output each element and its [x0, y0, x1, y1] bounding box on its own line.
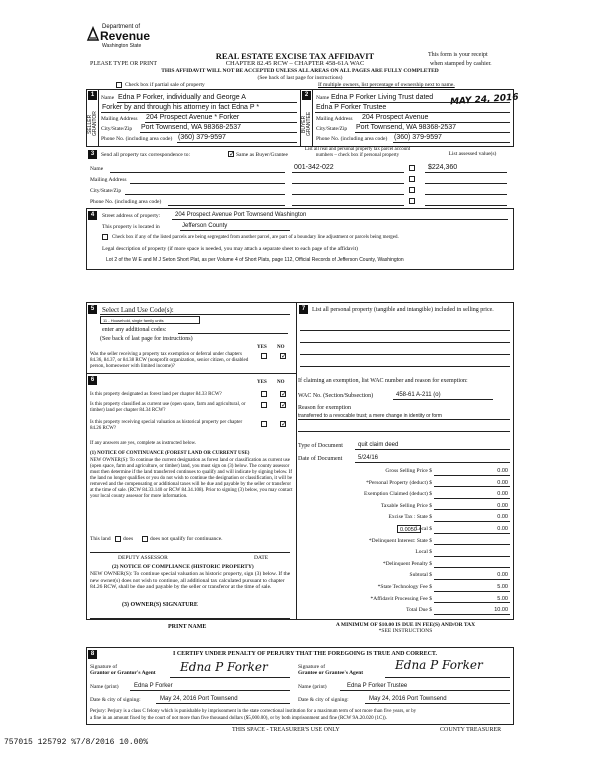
- tax-row-label: *Delinquent Penalty $: [382, 560, 432, 567]
- tax-row-value[interactable]: 0.00: [497, 514, 508, 521]
- tax-row-line: [434, 579, 510, 580]
- parcel-2-personal-checkbox[interactable]: [409, 176, 415, 182]
- section-7-number: 7: [299, 305, 308, 314]
- exemption-no-checkbox[interactable]: [280, 353, 286, 359]
- receipt-note-2: when stamped by cashier.: [430, 61, 492, 67]
- tax-row-value[interactable]: 0.00: [497, 526, 508, 532]
- reason-value[interactable]: transferred to a revocable trust; a mere change in identity or form: [298, 413, 442, 419]
- same-as-buyer-checkbox[interactable]: [228, 151, 234, 157]
- seller-mailing-label: Mailing Address: [101, 116, 138, 122]
- corr-mailing-label: Mailing Address: [90, 177, 127, 183]
- local-rate-box[interactable]: [397, 525, 421, 533]
- tax-row-label: *Personal Property (deduct) $: [366, 479, 432, 486]
- located-in-label: This property is located in: [102, 224, 160, 230]
- buyer-phone-value[interactable]: (360) 379-9597: [394, 134, 442, 141]
- see-instructions-text: *SEE INSTRUCTIONS: [378, 628, 433, 634]
- certify-text: I CERTIFY UNDER PENALTY OF PERJURY THAT THE FOREGOING IS TRUE AND CORRECT.: [172, 651, 437, 657]
- segregated-label: Check box if any of the listed parcels are being segregated from another parcel, are part of a boundary line adjustment or parcels being merged.: [112, 235, 399, 240]
- tax-row-value[interactable]: 0.00: [497, 572, 508, 579]
- exemption-yes-checkbox[interactable]: [261, 353, 267, 359]
- tax-row-value[interactable]: 0.00: [497, 502, 508, 509]
- buyer-mailing-label: Mailing Address: [316, 116, 353, 122]
- please-type: PLEASE TYPE OR PRINT: [90, 61, 158, 67]
- multiple-owners-label: If multiple owners, list percentage of ownership next to name.: [318, 82, 455, 88]
- personal-property-label: List all personal property (tangible and intangible) included in selling price.: [312, 307, 494, 313]
- doc-type-value[interactable]: quit claim deed: [358, 442, 399, 448]
- buyer-city-value[interactable]: Port Townsend, WA 98368-2537: [356, 124, 457, 131]
- land-use-value: 11 - Household, single family units: [103, 318, 164, 323]
- tax-row-label: Taxable Selling Price $: [380, 502, 432, 509]
- tax-row-line: [434, 614, 510, 615]
- parcel-4-personal-checkbox[interactable]: [409, 198, 415, 204]
- grantee-signature[interactable]: Edna P Forker: [395, 658, 483, 672]
- dor-logo: [86, 24, 166, 54]
- historic-question: Is this property receiving special valuation as historical property per chapter 84.26 RCW?: [90, 420, 243, 431]
- deputy-date-label: DATE: [254, 555, 269, 561]
- recording-stamp: 757015 125792 %7/8/2016 10.00%: [4, 738, 149, 747]
- land-does-label: This land: [90, 536, 111, 542]
- section-6-yes: YES: [257, 380, 267, 385]
- parcel-header-2: numbers – check box if personal property: [315, 153, 400, 158]
- forest-land-question: Is this property designated as forest land per chapter 84.33 RCW?: [90, 392, 222, 397]
- tax-row-value[interactable]: 5.00: [497, 595, 508, 602]
- land-use-see-back: (See back of last page for instructions): [100, 336, 193, 342]
- county-treasurer-label: COUNTY TREASURER: [440, 727, 502, 733]
- tax-row-label: Exemption Claimed (deduct) $: [364, 491, 432, 498]
- tax-row-value[interactable]: 5.00: [497, 584, 508, 590]
- doc-date-value[interactable]: 5/24/16: [358, 455, 379, 461]
- dept-line2: Revenue: [100, 29, 151, 43]
- corr-city-label: City/State/Zip: [90, 188, 122, 194]
- seller-name-value[interactable]: Edna P Forker, individually and George A: [118, 94, 246, 101]
- tax-row-value[interactable]: 10.00: [494, 607, 508, 614]
- tax-row-line: [434, 591, 510, 592]
- partial-sale-checkbox[interactable]: [116, 82, 122, 88]
- tax-row-line: [434, 567, 510, 568]
- section-6-number: 6: [88, 376, 97, 385]
- land-does-not-checkbox[interactable]: [142, 536, 148, 542]
- corr-name-label: Name: [90, 166, 104, 172]
- current-use-no-checkbox[interactable]: [280, 402, 286, 408]
- tax-row-value[interactable]: 0.00: [497, 468, 508, 474]
- seller-city-label: City/State/Zip: [101, 126, 133, 132]
- grantor-name-value[interactable]: Edna P Forker: [134, 683, 173, 689]
- seller-grantor-label: SELLER GRANTOR: [87, 111, 98, 137]
- tax-row-label: Local $: [415, 549, 432, 556]
- partial-sale-label: Check box if partial sale of property: [125, 82, 205, 88]
- parcel-header-1: List all real and personal property tax parcel account: [304, 147, 411, 152]
- tax-row-label: Local $: [415, 526, 432, 532]
- assessed-value-value[interactable]: $224,360: [428, 164, 458, 171]
- minimum-due-text: A MINIMUM OF $10.00 IS DUE IN FEE(S) AND/OR TAX: [335, 622, 476, 628]
- tax-row-line: [434, 509, 510, 510]
- seller-name-label: Name: [101, 95, 115, 101]
- parcel-number-value[interactable]: 001-342-022: [294, 164, 334, 171]
- tax-correspondence-label: Send all property tax correspondence to:: [101, 152, 191, 158]
- tax-row-line: [434, 556, 510, 557]
- doc-date-label: Date of Document: [298, 456, 343, 462]
- tax-row-label: *State Technology Fee $: [377, 584, 432, 590]
- seller-phone-value[interactable]: (360) 379-9597: [178, 134, 226, 141]
- section-8-number: 8: [88, 650, 97, 659]
- located-in-value[interactable]: Jefferson County: [182, 223, 228, 229]
- street-address-label: Street address of property:: [102, 213, 161, 219]
- grantor-name-label: Name (print): [90, 684, 119, 690]
- receipt-note-1: This form is your receipt: [428, 52, 488, 58]
- grantee-name-label: Name (print): [298, 684, 327, 690]
- same-as-buyer-label: Same as Buyer/Grantee: [236, 152, 288, 158]
- section-5-number: 5: [88, 305, 97, 314]
- see-back-text: (See back of last page for instructions): [257, 75, 343, 81]
- land-use-label: Select Land Use Code(s):: [102, 306, 174, 314]
- land-does-not-text: does not qualify for continuance.: [150, 536, 223, 542]
- tax-row-line: [434, 521, 510, 522]
- grantee-name-value[interactable]: Edna P Forker Trustee: [347, 683, 408, 689]
- section-6-no: NO: [277, 380, 285, 385]
- seller-city-value[interactable]: Port Townsend, WA 98368-2537: [141, 124, 242, 131]
- grantee-date-label: Date & city of signing:: [298, 697, 349, 703]
- buyer-name-value-2[interactable]: Edna P Forker Trustee: [316, 104, 387, 111]
- historic-yes-checkbox[interactable]: [261, 421, 267, 427]
- perjury-line-1: Perjury: Perjury is a class C felony which is punishable by imprisonment in the state correctional institution for a maximum term of not more than five years, or by: [90, 709, 417, 714]
- notice-compliance-title: (2) NOTICE OF COMPLIANCE (HISTORIC PROPERTY): [112, 564, 254, 570]
- tax-row-value[interactable]: 0.00: [497, 479, 508, 486]
- tax-row-line: [434, 602, 510, 603]
- parcel-3-personal-checkbox[interactable]: [409, 187, 415, 193]
- section-5-no: NO: [277, 345, 285, 350]
- seller-name-value-2[interactable]: Forker by and through his attorney in fact Edna P *: [102, 104, 260, 111]
- additional-codes-label: enter any additional codes:: [102, 327, 167, 333]
- tax-row-line: [434, 533, 510, 534]
- tax-row-line: [434, 475, 510, 476]
- dept-line1: Department of: [102, 24, 141, 30]
- notice-compliance-text: NEW OWNER(S): To continue special valuation as historic property, sign (3) below. If the new owner(s) does not wish to continue, all additional tax calculated pursuant to chapter 84.26 RCW, shall be due and payable by the seller or transferor at the time of sale.: [90, 571, 291, 590]
- warning-text: THIS AFFIDAVIT WILL NOT BE ACCEPTED UNLESS ALL AREAS ON ALL PAGES ARE FULLY COMPLETED: [161, 68, 439, 74]
- grantor-date-value[interactable]: May 24, 2016 Port Townsend: [160, 696, 238, 702]
- parcel-1-personal-checkbox[interactable]: [409, 165, 415, 171]
- forest-yes-checkbox[interactable]: [261, 391, 267, 397]
- legal-description-label: Legal description of property (if more space is needed, you may attach a separate sheet to each page of the affidavit): [102, 246, 358, 252]
- section-4-number: 4: [88, 211, 97, 220]
- exemption-question: Was the seller receiving a property tax exemption or deferral under chapters 84.36, 84.37, or 84.38 RCW (nonprofit organization, senior citizen, or disabled person, homeowner with limited income)?: [90, 352, 249, 369]
- print-name-label: PRINT NAME: [168, 624, 207, 630]
- grantor-sig-label-1: Signature of: [90, 664, 118, 670]
- section-5-yes: YES: [257, 345, 267, 350]
- tax-row-label: Total Due $: [406, 607, 432, 614]
- forest-no-checkbox[interactable]: [280, 391, 286, 397]
- tax-row-label: *Delinquent Interest: State $: [368, 537, 432, 544]
- legal-description-value[interactable]: Lot 2 of the W E and M J Seton Short Plat, as per Volume 4 of Short Plats, page 112, Official Records of Jefferson County, Washington: [106, 257, 404, 263]
- owner-signature-label: (3) OWNER(S) SIGNATURE: [122, 602, 198, 608]
- street-address-value[interactable]: 204 Prospect Avenue Port Townsend Washington: [175, 212, 307, 218]
- tax-row-label: *Affidavit Processing Fee $: [370, 595, 432, 602]
- treasurer-use-label: THIS SPACE - TREASURER'S USE ONLY: [232, 727, 340, 733]
- buyer-name-label: Name: [316, 95, 330, 101]
- tax-row-line: [434, 498, 510, 499]
- tax-row-label: Gross Selling Price $: [385, 468, 432, 474]
- tax-row-value[interactable]: 0.00: [497, 491, 508, 498]
- buyer-name-value[interactable]: Edna P Forker Living Trust dated: [331, 94, 434, 101]
- wac-value[interactable]: 458-61 A-211 (o): [396, 392, 441, 398]
- if-yes-note: If any answers are yes, complete as instructed below.: [90, 441, 197, 446]
- corr-phone-label: Phone No. (including area code): [90, 199, 162, 205]
- deputy-assessor-label: DEPUTY ASSESSOR: [118, 555, 168, 561]
- doc-type-label: Type of Document: [298, 443, 343, 449]
- grantee-sig-label-2: Grantee or Grantee's Agent: [298, 670, 364, 676]
- buyer-grantee-label: BUYER GRANTEE: [301, 111, 312, 137]
- land-does-checkbox[interactable]: [115, 536, 121, 542]
- seller-phone-label: Phone No. (including area code): [101, 136, 173, 142]
- local-rate-value: 0.0050: [400, 526, 417, 533]
- buyer-city-label: City/State/Zip: [316, 126, 348, 132]
- buyer-phone-label: Phone No. (including area code): [316, 136, 388, 142]
- tax-row-label: Subtotal $: [409, 572, 432, 579]
- historic-no-checkbox[interactable]: [280, 421, 286, 427]
- dept-line3: Washington State: [102, 43, 142, 49]
- grantee-date-value[interactable]: May 24, 2016 Port Townsend: [369, 696, 447, 702]
- tax-row-label: Excise Tax : State $: [388, 514, 432, 521]
- tax-row-line: [434, 486, 510, 487]
- land-use-select[interactable]: [100, 316, 200, 324]
- handwritten-date: MAY 24, 2016: [449, 92, 519, 108]
- perjury-line-2: a fine in an amount fixed by the court of not more than five thousand dollars ($5,000.00), or by both imprisonment and fine (RCW 9A.20.020 (1C)).: [90, 716, 387, 721]
- current-use-yes-checkbox[interactable]: [261, 402, 267, 408]
- segregated-checkbox[interactable]: [102, 234, 108, 240]
- notice-continuance-text: NEW OWNER(S): To continue the current designation as forest land or classification as current use (open space, farm and agriculture, or timber) land, you must sign on (3) below. The county assessor must then determine if the land transferred continues to qualify and will indicate by signing below. If the land no longer qualifies or you do not wish to continue the designation or classification, it will be removed and the compensating or additional taxes will be due and payable by the seller or transferor at the time of sale. (RCW 84.33.140 or RCW 84.34.108). Prior to signing (3) below, you may contact your local county assessor for more information.: [90, 458, 293, 499]
- form-title: REAL ESTATE EXCISE TAX AFFIDAVIT: [215, 51, 375, 61]
- section-1-number: 1: [88, 91, 97, 100]
- dor-logo-mark: [86, 26, 100, 42]
- buyer-mailing-value[interactable]: 204 Prospect Avenue: [362, 114, 429, 121]
- grantor-signature[interactable]: Edna P Forker: [180, 660, 268, 674]
- grantor-sig-label-2: Grantor or Grantor's Agent: [90, 670, 156, 676]
- section-2-number: 2: [302, 91, 311, 100]
- seller-mailing-value[interactable]: 204 Prospect Avenue * Forker: [146, 114, 240, 121]
- tax-row-line: [434, 544, 510, 545]
- form-subtitle: CHAPTER 82.45 RCW – CHAPTER 458-61A WAC: [225, 60, 365, 67]
- wac-label: WAC No. (Section/Subsection): [298, 393, 374, 399]
- claiming-exemption-label: If claiming an exemption, list WAC number and reason for exemption:: [298, 378, 468, 384]
- section-3-number: 3: [88, 150, 97, 159]
- assessed-header: List assessed value(s): [448, 151, 497, 157]
- current-use-question: Is this property classified as current use (open space, farm and agricultural, or timber) land per chapter 84.34 RCW?: [90, 402, 246, 413]
- notice-continuance-title: (1) NOTICE OF CONTINUANCE (FOREST LAND OR CURRENT USE): [90, 451, 250, 456]
- reason-label: Reason for exemption: [298, 405, 351, 411]
- grantee-sig-label-1: Signature of: [298, 664, 326, 670]
- grantor-date-label: Date & city of signing:: [90, 697, 141, 703]
- land-does-text: does: [123, 536, 134, 542]
